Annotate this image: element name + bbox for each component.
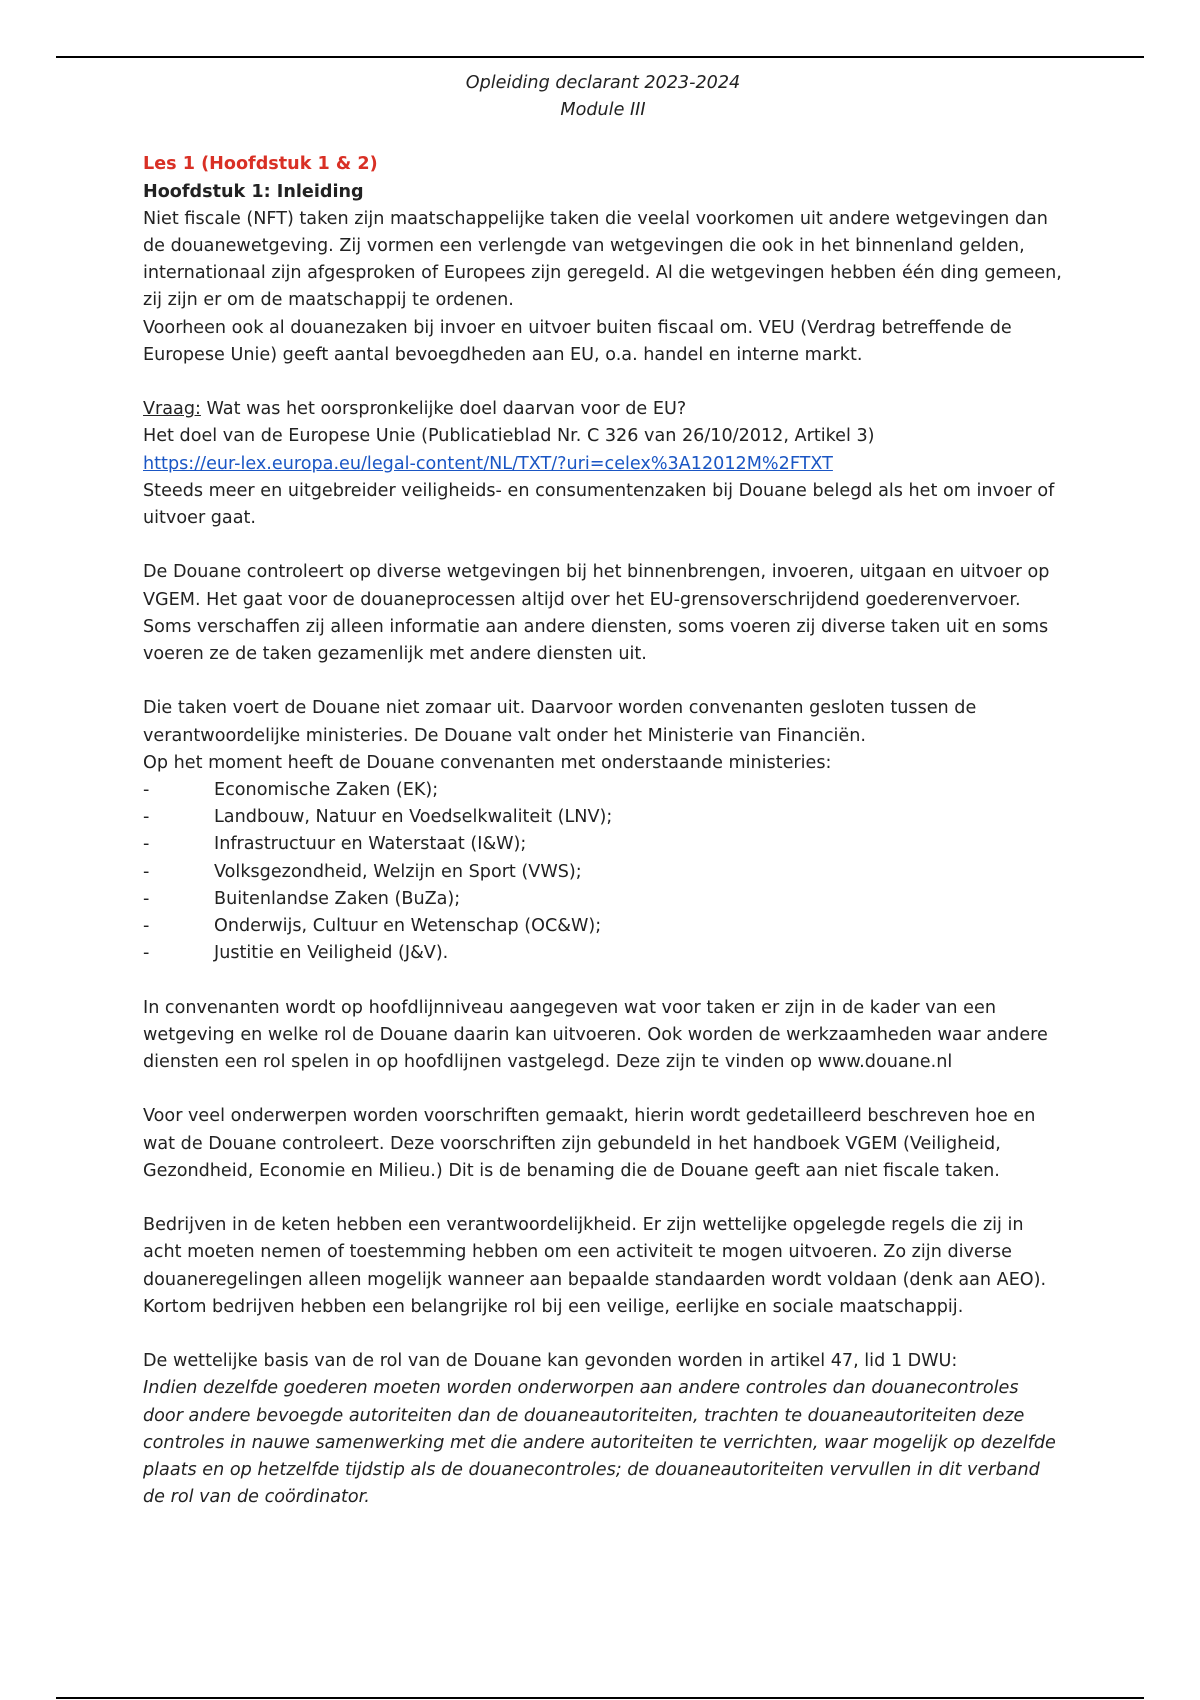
bottom-rule bbox=[56, 1697, 1144, 1699]
list-item bbox=[143, 859, 1063, 886]
paragraph-covenant-details: In convenanten wordt op hoofdlijnniveau aangegeven wat voor taken er zijn in de kader van een wetgeving en welke rol de Douane daarin kan uitvoeren. Ook worden de werkzaamheden waar andere diensten een rol spelen in op hoofdlijnen vastgelegd. Deze zijn te vinden op www.douane.nl bbox=[143, 997, 1048, 1073]
lesson-title: Les 1 (Hoofdstuk 1 & 2) bbox=[143, 154, 378, 175]
list-item bbox=[143, 886, 1063, 913]
dash-bullet: - bbox=[143, 943, 150, 964]
dash-bullet: - bbox=[143, 916, 150, 937]
paragraph-covenants: Die taken voert de Douane niet zomaar uit. Daarvoor worden convenanten gesloten tussen de verantwoordelijke ministeries. De Douane valt onder het Ministerie van Financiën. bbox=[143, 698, 977, 746]
dash-bullet: - bbox=[143, 834, 150, 855]
paragraph-legal-basis: De wettelijke basis van de rol van de Douane kan gevonden worden in artikel 47, lid 1 DWU: bbox=[143, 1351, 958, 1372]
ministry-label: Infrastructuur en Waterstaat (I&W); bbox=[214, 834, 527, 855]
ministry-label: Buitenlandse Zaken (BuZa); bbox=[214, 888, 461, 909]
paragraph-companies: Bedrijven in de keten hebben een verantwoordelijkheid. Er zijn wettelijke opgelegde regels die zij in acht moeten nemen of toestemming hebben om een activiteit te mogen uitvoeren. Zo zijn diverse douaneregelingen alleen mogelijk wanneer aan bepaalde standaarden wordt voldaan (denk aan AEO). Kortom bedrijven hebben een belangrijke rol bij een veilige, eerlijke en sociale maatschappij. bbox=[143, 1215, 1047, 1317]
question-line bbox=[143, 396, 1063, 423]
purpose-line: Het doel van de Europese Unie (Publicatieblad Nr. C 326 van 26/10/2012, Artikel 3) bbox=[143, 426, 875, 447]
question-label: Vraag: bbox=[143, 399, 201, 420]
list-item bbox=[143, 913, 1063, 940]
list-item bbox=[143, 831, 1063, 858]
document-header bbox=[143, 70, 1063, 124]
ministries-list bbox=[143, 777, 1063, 967]
course-title: Opleiding declarant 2023-2024 bbox=[465, 73, 741, 93]
ministry-label: Landbouw, Natuur en Voedselkwaliteit (LNV); bbox=[214, 807, 613, 828]
paragraph-controls: De Douane controleert op diverse wetgevingen bij het binnenbrengen, invoeren, uitgaan en uitvoer op VGEM. Het gaat voor de douaneprocessen altijd over het EU-grensoverschrijdend goederenvervoer. Soms verschaffen zij alleen informatie aan andere diensten, soms voeren zij diverse taken uit en soms voeren ze de taken gezamenlijk met andere diensten uit. bbox=[143, 562, 1050, 665]
list-item bbox=[143, 940, 1063, 967]
ministry-label: Economische Zaken (EK); bbox=[214, 780, 439, 801]
top-rule bbox=[56, 56, 1144, 58]
list-item bbox=[143, 804, 1063, 831]
paragraph-intro: Niet fiscale (NFT) taken zijn maatschappelijke taken die veelal voorkomen uit andere wetgevingen dan de douanewetgeving. Zij vormen een verlengde van wetgevingen die ook in het binnenland gelden, internationaal zijn afgesproken of Europees zijn geregeld. Al die wetgevingen hebben één ding gemeen, zij zijn er om de maatschappij te ordenen. bbox=[143, 208, 1062, 311]
chapter-title: Hoofdstuk 1: Inleiding bbox=[143, 181, 364, 202]
ministry-label: Justitie en Veiligheid (J&V). bbox=[214, 943, 449, 964]
paragraph-safety: Steeds meer en uitgebreider veiligheids- en consumentenzaken bij Douane belegd als het om invoer of uitvoer gaat. bbox=[143, 480, 1055, 529]
list-item bbox=[143, 777, 1063, 804]
dash-bullet: - bbox=[143, 888, 150, 909]
paragraph-veu: Voorheen ook al douanezaken bij invoer en uitvoer buiten fiscaal om. VEU (Verdrag betreffende de Europese Unie) geeft aantal bevoegdheden aan EU, o.a. handel en interne markt. bbox=[143, 317, 1012, 365]
document-page bbox=[143, 70, 1063, 1511]
ministry-label: Onderwijs, Cultuur en Wetenschap (OC&W); bbox=[214, 916, 602, 937]
eur-lex-link[interactable]: https://eur-lex.europa.eu/legal-content/NL/TXT/?uri=celex%3A12012M%2FTXT bbox=[143, 453, 833, 474]
module-title: Module III bbox=[560, 100, 646, 121]
legal-quote: Indien dezelfde goederen moeten worden onderworpen aan andere controles dan douanecontroles door andere bevoegde autoriteiten dan de douaneautoriteiten, trachten te douaneautoriteiten deze controles in nauwe samenwerking met die andere autoriteiten te verrichten, waar mogelijk op dezelfde plaats en op hetzelfde tijdstip als de douanecontroles; de douaneautoriteiten vervullen in dit verband de rol van de coördinator. bbox=[143, 1378, 1056, 1508]
dash-bullet: - bbox=[143, 861, 150, 882]
question-text: Wat was het oorspronkelijke doel daarvan voor de EU? bbox=[200, 399, 687, 420]
paragraph-regulations: Voor veel onderwerpen worden voorschriften gemaakt, hierin wordt gedetailleerd beschreven hoe en wat de Douane controleert. Deze voorschriften zijn gebundeld in het handboek VGEM (Veiligheid, Gezondheid, Economie en Milieu.) Dit is de benaming die de Douane geeft aan niet fiscale taken. bbox=[143, 1106, 1036, 1181]
paragraph-ministries-intro: Op het moment heeft de Douane convenanten met onderstaande ministeries: bbox=[143, 752, 832, 773]
ministry-label: Volksgezondheid, Welzijn en Sport (VWS); bbox=[214, 861, 582, 882]
dash-bullet: - bbox=[143, 807, 150, 828]
dash-bullet: - bbox=[143, 780, 150, 801]
